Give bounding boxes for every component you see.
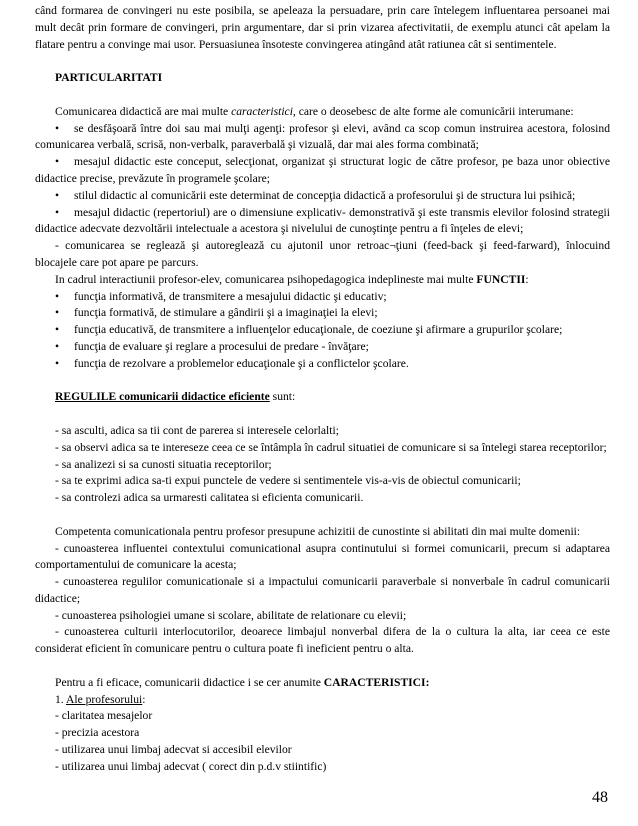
list-item: • funcţia informativă, de transmitere a mesajului didactic şi educativ;: [55, 289, 387, 303]
list-item: - comunicarea se reglează şi autoreglează cu ajutonil unor retroac¬ţiuni (feed-back şi feed-farward), înlocuind blocajele care pot apare pe parcurs.: [35, 239, 610, 269]
list-item: - sa observi adica sa te intereseze ceea ce se întâmpla în cadrul situatiei de comunicare si sa întelegi starea receptorilor;: [55, 440, 607, 454]
caracteristici-subheading: 1. Ale profesorului:: [55, 692, 146, 706]
list-item: • funcţia de evaluare şi reglare a procesului de predare - învăţare;: [55, 339, 369, 353]
list-item: - cunoasterea regulilor comunicationale si a impactului comunicarii paraverbale si nonverbale în cadrul comunicarii didactice;: [35, 575, 610, 605]
caracteristici-lead: Pentru a fi eficace, comunicarii didactice i se cer anumite CARACTERISTICI:: [55, 675, 430, 689]
list-item: - sa asculti, adica sa tii cont de parerea si interesele celorlalti;: [55, 423, 339, 437]
page-number: 48: [592, 789, 608, 806]
list-item: - sa te exprimi adica sa-ti expui punctele de vedere si sentimentele vis-a-vis de obiectul comunicarii;: [55, 474, 521, 488]
list-item: - utilizarea unui limbaj adecvat ( corect din p.d.v stiintific): [55, 759, 327, 773]
list-item: • mesajul didactic este conceput, selecţionat, organizat şi structurat logic de către profesor, pe baza unor obiective didactice precise, prevăzute în programele şcolare;: [35, 155, 610, 185]
list-item: • funcţia formativă, de stimulare a gândirii şi a imaginaţiei la elevi;: [55, 306, 378, 320]
list-item: - cunoasterea influentei contextului comunicational asupra continutului si formei comunicarii, precum si adaptarea comportamentului de comunicare la acesta;: [35, 541, 610, 572]
particularitati-lead: Comunicarea didactică are mai multe caracteristici, care o deosebesc de alte forme ale comunicării interumane:: [55, 104, 574, 118]
list-item: • mesajul didactic (repertoriul) are o dimensiune explicativ- demonstrativă şi este transmis elevilor folosind strategii didactice adecvate dezvoltării intelectuale a acestora şi nivelului de cunoştinţe pentru a fi înţeles de elevi;: [35, 205, 610, 236]
document-page: [35, 3, 610, 776]
list-item: • funcţia de rezolvare a problemelor educaţionale şi a conflictelor şcolare.: [55, 356, 409, 370]
list-item: • funcţia educativă, de transmitere a influenţelor educaţionale, de coeziune şi afirmare a grupurilor şcolare;: [55, 323, 563, 337]
list-item: - sa analizezi si sa cunosti situatia receptorilor;: [55, 457, 272, 471]
list-item: - cunoasterea culturii interlocutorilor, deoarece limbajul nonverbal difera de la o cultura la alta, iar ceea ce este considerat eficient în comunicare pentru o cultura poate fi ineficient pentru o alta.: [35, 625, 610, 656]
reguli-heading: REGULILE comunicarii didactice eficiente sunt:: [55, 390, 296, 404]
list-item: • stilul didactic al comunicării este determinat de concepţia didactică a profesorului şi de structura lui psihică;: [55, 188, 576, 202]
list-item: - sa controlezi adica sa urmaresti calitatea si eficienta comunicarii.: [55, 491, 364, 505]
list-item: - cunoasterea psihologiei umane si scolare, abilitate de relationare cu elevii;: [55, 608, 407, 622]
list-item: - precizia acestora: [55, 726, 140, 740]
list-item: • se desfăşoară între doi sau mai mulţi agenţi: profesor şi elevi, având ca scop comun instruirea acestora, folosind comunicarea verbală, scrisă, non-verbalk, paraverbală şi vizuală, dar mai ales forma combinată;: [35, 121, 610, 152]
list-item: - claritatea mesajelor: [55, 709, 153, 723]
particularitati-heading: PARTICULARITATI: [55, 71, 163, 85]
competenta-lead: Competenta comunicationala pentru profesor presupune achizitii de cunostinte si abilitati din mai multe domenii:: [55, 524, 581, 538]
list-item: - utilizarea unui limbaj adecvat si accesibil elevilor: [55, 743, 292, 757]
functii-lead: In cadrul interactiunii profesor-elev, comunicarea psihopedagogica indeplineste mai multe FUNCTII:: [55, 272, 529, 286]
intro-paragraph: când formarea de convingeri nu este posibila, se apeleaza la persuadare, prin care întelegem influentarea persoanei mai mult decât prin formare de convingeri, prin argumentare, dar si prin vizarea afectivitatii, de exemplu atunci cât apelam la flatare pentru a convinge mai usor. Persuasiunea însoteste convingerea atingând atât ratiunea cât si sentimentele.: [35, 4, 610, 51]
